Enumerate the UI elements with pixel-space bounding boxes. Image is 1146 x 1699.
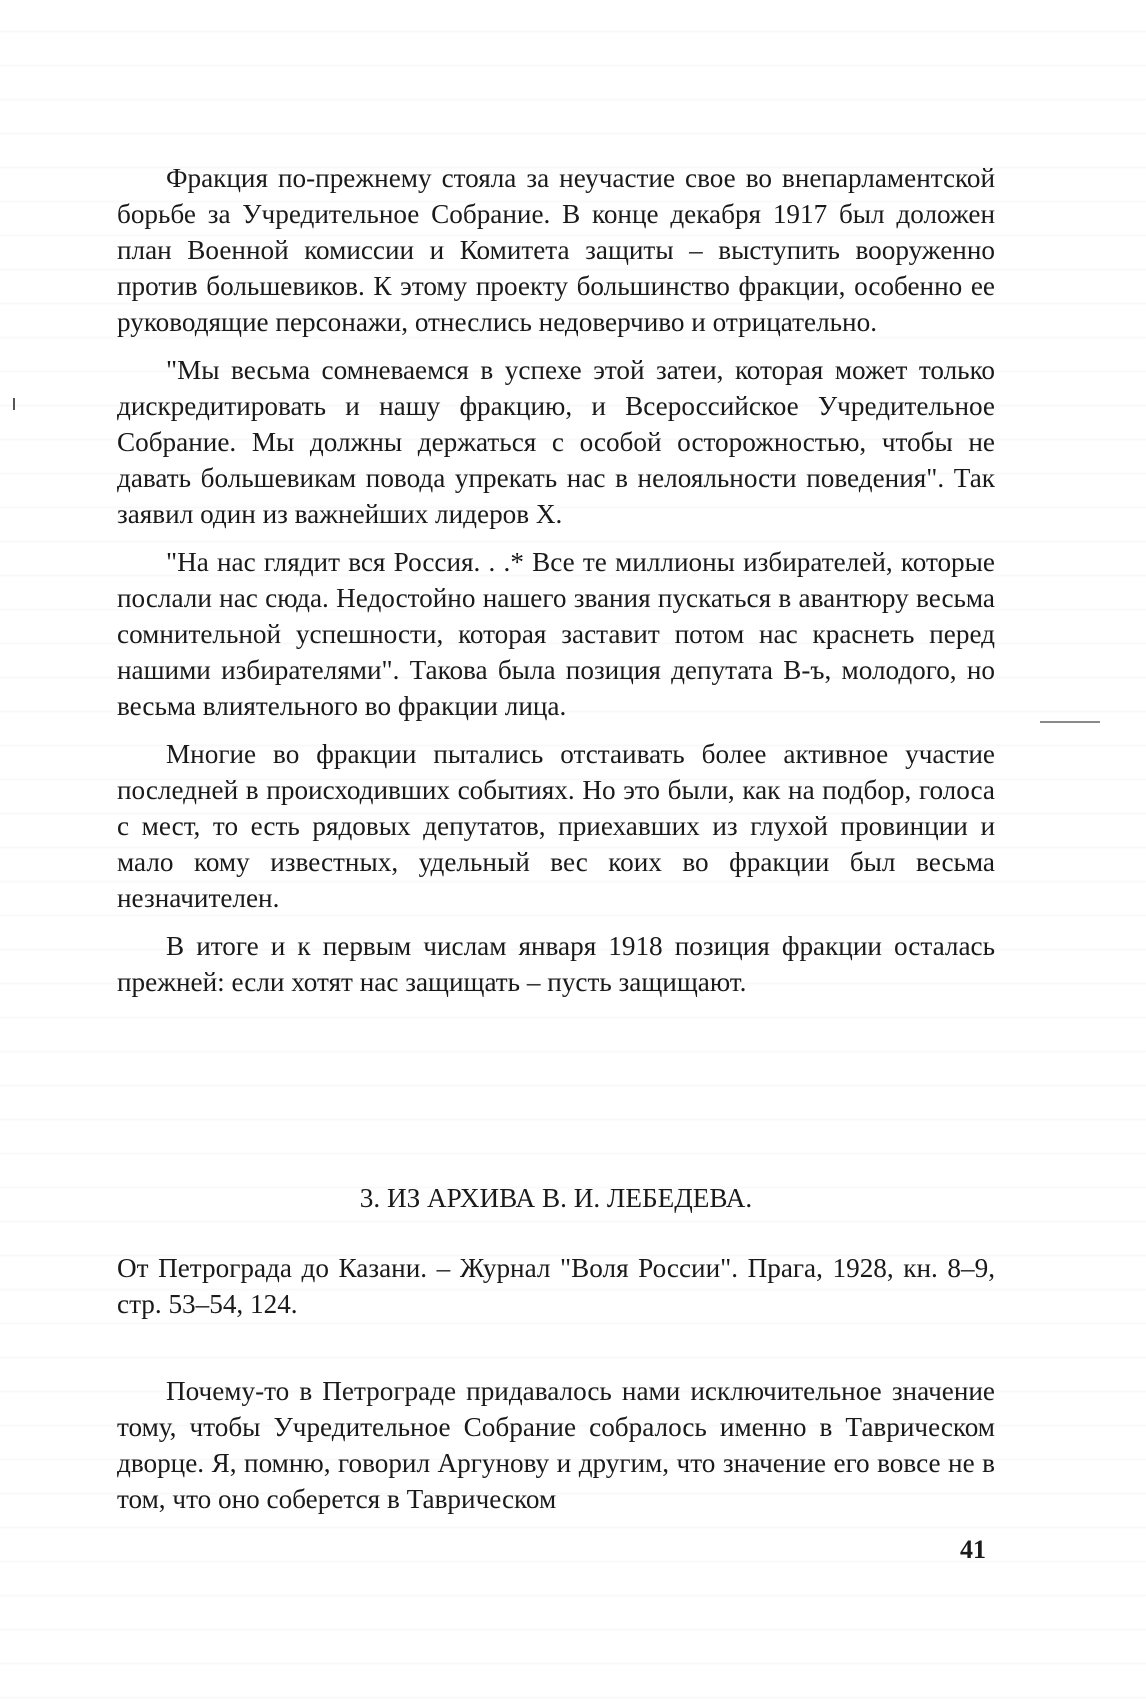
paragraph-1: Фракция по-прежнему стояла за неучастие свое во внепарламентской борьбе за Учредительное Собрание. В конце декабря 1917 был доложен план Военной комиссии и Комитета защиты – выступить вооруженно против большевиков. К этому проекту большинство фракции, особенно ее руководящие персонажи, отнеслись недоверчиво и отрицательно. [117, 163, 995, 337]
paragraph-final: Почему-то в Петрограде придавалось нами исключительное значение тому, чтобы Учредительное Собрание собралось именно в Таврическом дворце. Я, помню, говорил Аргунову и другим, что значение его вовсе не в том, что оно соберется в Таврическом [117, 1376, 995, 1514]
paragraph-4: Многие во фракции пытались отстаивать более активное участие последней в происходивших событиях. Но это были, как на подбор, голоса с мест, то есть рядовых депутатов, приехавших из глухой провинции и мало кому известных, удельный вес коих во фракции был весьма незначителен. [117, 739, 995, 913]
margin-mark [13, 398, 15, 410]
edge-mark [1040, 721, 1100, 723]
source-reference: От Петрограда до Казани. – Журнал "Воля России". Прага, 1928, кн. 8–9, стр. 53–54, 124. [117, 1253, 995, 1319]
page-number: 41 [960, 1535, 986, 1564]
body-text [117, 160, 995, 1012]
paragraph-3: "На нас глядит вся Россия. . .* Все те миллионы избирателей, которые послали нас сюда. Недостойно нашего звания пускаться в авантюру весьма сомнительной успешности, которая заставит потом нас краснеть перед нашими избирателями". Такова была позиция депутата В-ъ, молодого, но весьма влиятельного во фракции лица. [117, 547, 995, 721]
section-title: 3. ИЗ АРХИВА В. И. ЛЕБЕДЕВА. [359, 1183, 753, 1213]
body-text-continued [117, 1373, 995, 1517]
paragraph-2: "Мы весьма сомневаемся в успехе этой затеи, которая может только дискредитировать и нашу фракцию, и Всероссийское Учредительное Собрание. Мы должны держаться с особой осторожностью, чтобы не давать большевикам повода упрекать нас в нелояльности поведения". Так заявил один из важнейших лидеров Х. [117, 355, 995, 529]
paragraph-5: В итоге и к первым числам января 1918 позиция фракции осталась прежней: если хотят нас защищать – пусть защищают. [117, 931, 995, 997]
